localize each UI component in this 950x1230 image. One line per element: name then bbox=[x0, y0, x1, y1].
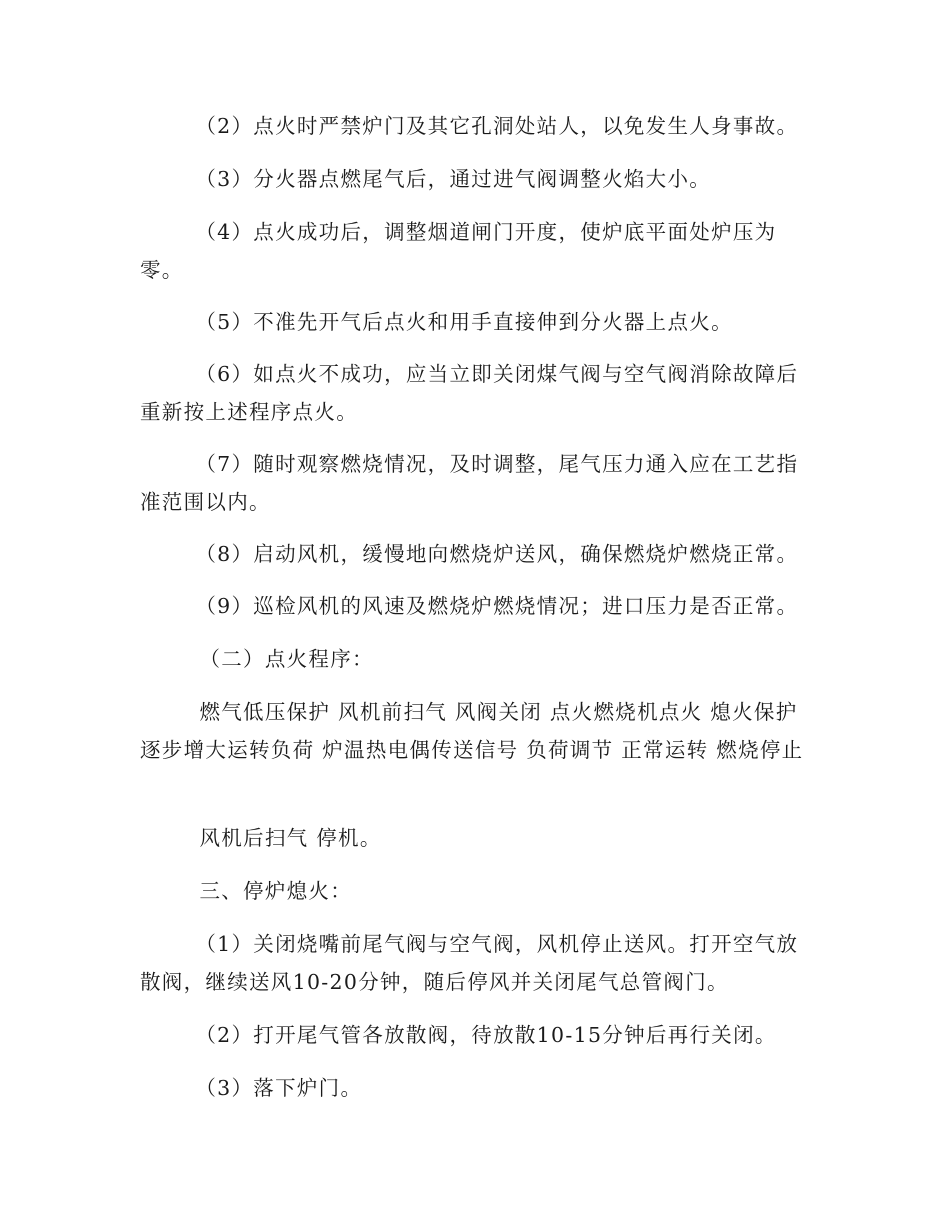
paragraph-start-fan: （8）启动风机，缓慢地向燃烧炉送风，确保燃烧炉燃烧正常。 bbox=[195, 542, 799, 566]
paragraph-lower-furnace-door: （3）落下炉门。 bbox=[195, 1076, 363, 1100]
paragraph-open-vent-valves: （2）打开尾气管各放散阀，待放散10-15分钟后再行关闭。 bbox=[195, 1023, 777, 1047]
paragraph-ignition-no-standing: （2）点火时严禁炉门及其它孔洞处站人，以免发生人身事故。 bbox=[195, 114, 799, 138]
paragraph-close-valves: （1）关闭烧嘴前尾气阀与空气阀，风机停止送风。打开空气放散阀，继续送风10-20分钟，随后停风并关闭尾气总管阀门。 bbox=[140, 932, 799, 994]
paragraph-adjust-flame: （3）分火器点燃尾气后，通过进气阀调整火焰大小。 bbox=[195, 167, 712, 191]
paragraph-flue-damper: （4）点火成功后，调整烟道闸门开度，使炉底平面处炉压为零。 bbox=[140, 220, 777, 282]
paragraph-observe-combustion: （7）随时观察燃烧情况，及时调整，尾气压力通入应在工艺指准范围以内。 bbox=[140, 452, 799, 514]
section-heading-ignition-procedure: （二）点火程序： bbox=[199, 647, 374, 671]
paragraph-no-gas-before-ignition: （5）不准先开气后点火和用手直接伸到分火器上点火。 bbox=[195, 310, 733, 334]
paragraph-inspect-fan: （9）巡检风机的风速及燃烧炉燃烧情况；进口压力是否正常。 bbox=[195, 594, 799, 618]
section-heading-shutdown: 三、停炉熄火： bbox=[199, 879, 353, 903]
paragraph-ignition-failure: （6）如点火不成功，应当立即关闭煤气阀与空气阀消除故障后重新按上述程序点火。 bbox=[140, 362, 799, 424]
paragraph-ignition-sequence: 燃气低压保护 风机前扫气 风阀关闭 点火燃烧机点火 熄火保护 逐步增大运转负荷 炉温热电偶传送信号 负荷调节 正常运转 燃烧停止 bbox=[140, 700, 804, 762]
paragraph-post-purge: 风机后扫气 停机。 bbox=[199, 826, 382, 850]
